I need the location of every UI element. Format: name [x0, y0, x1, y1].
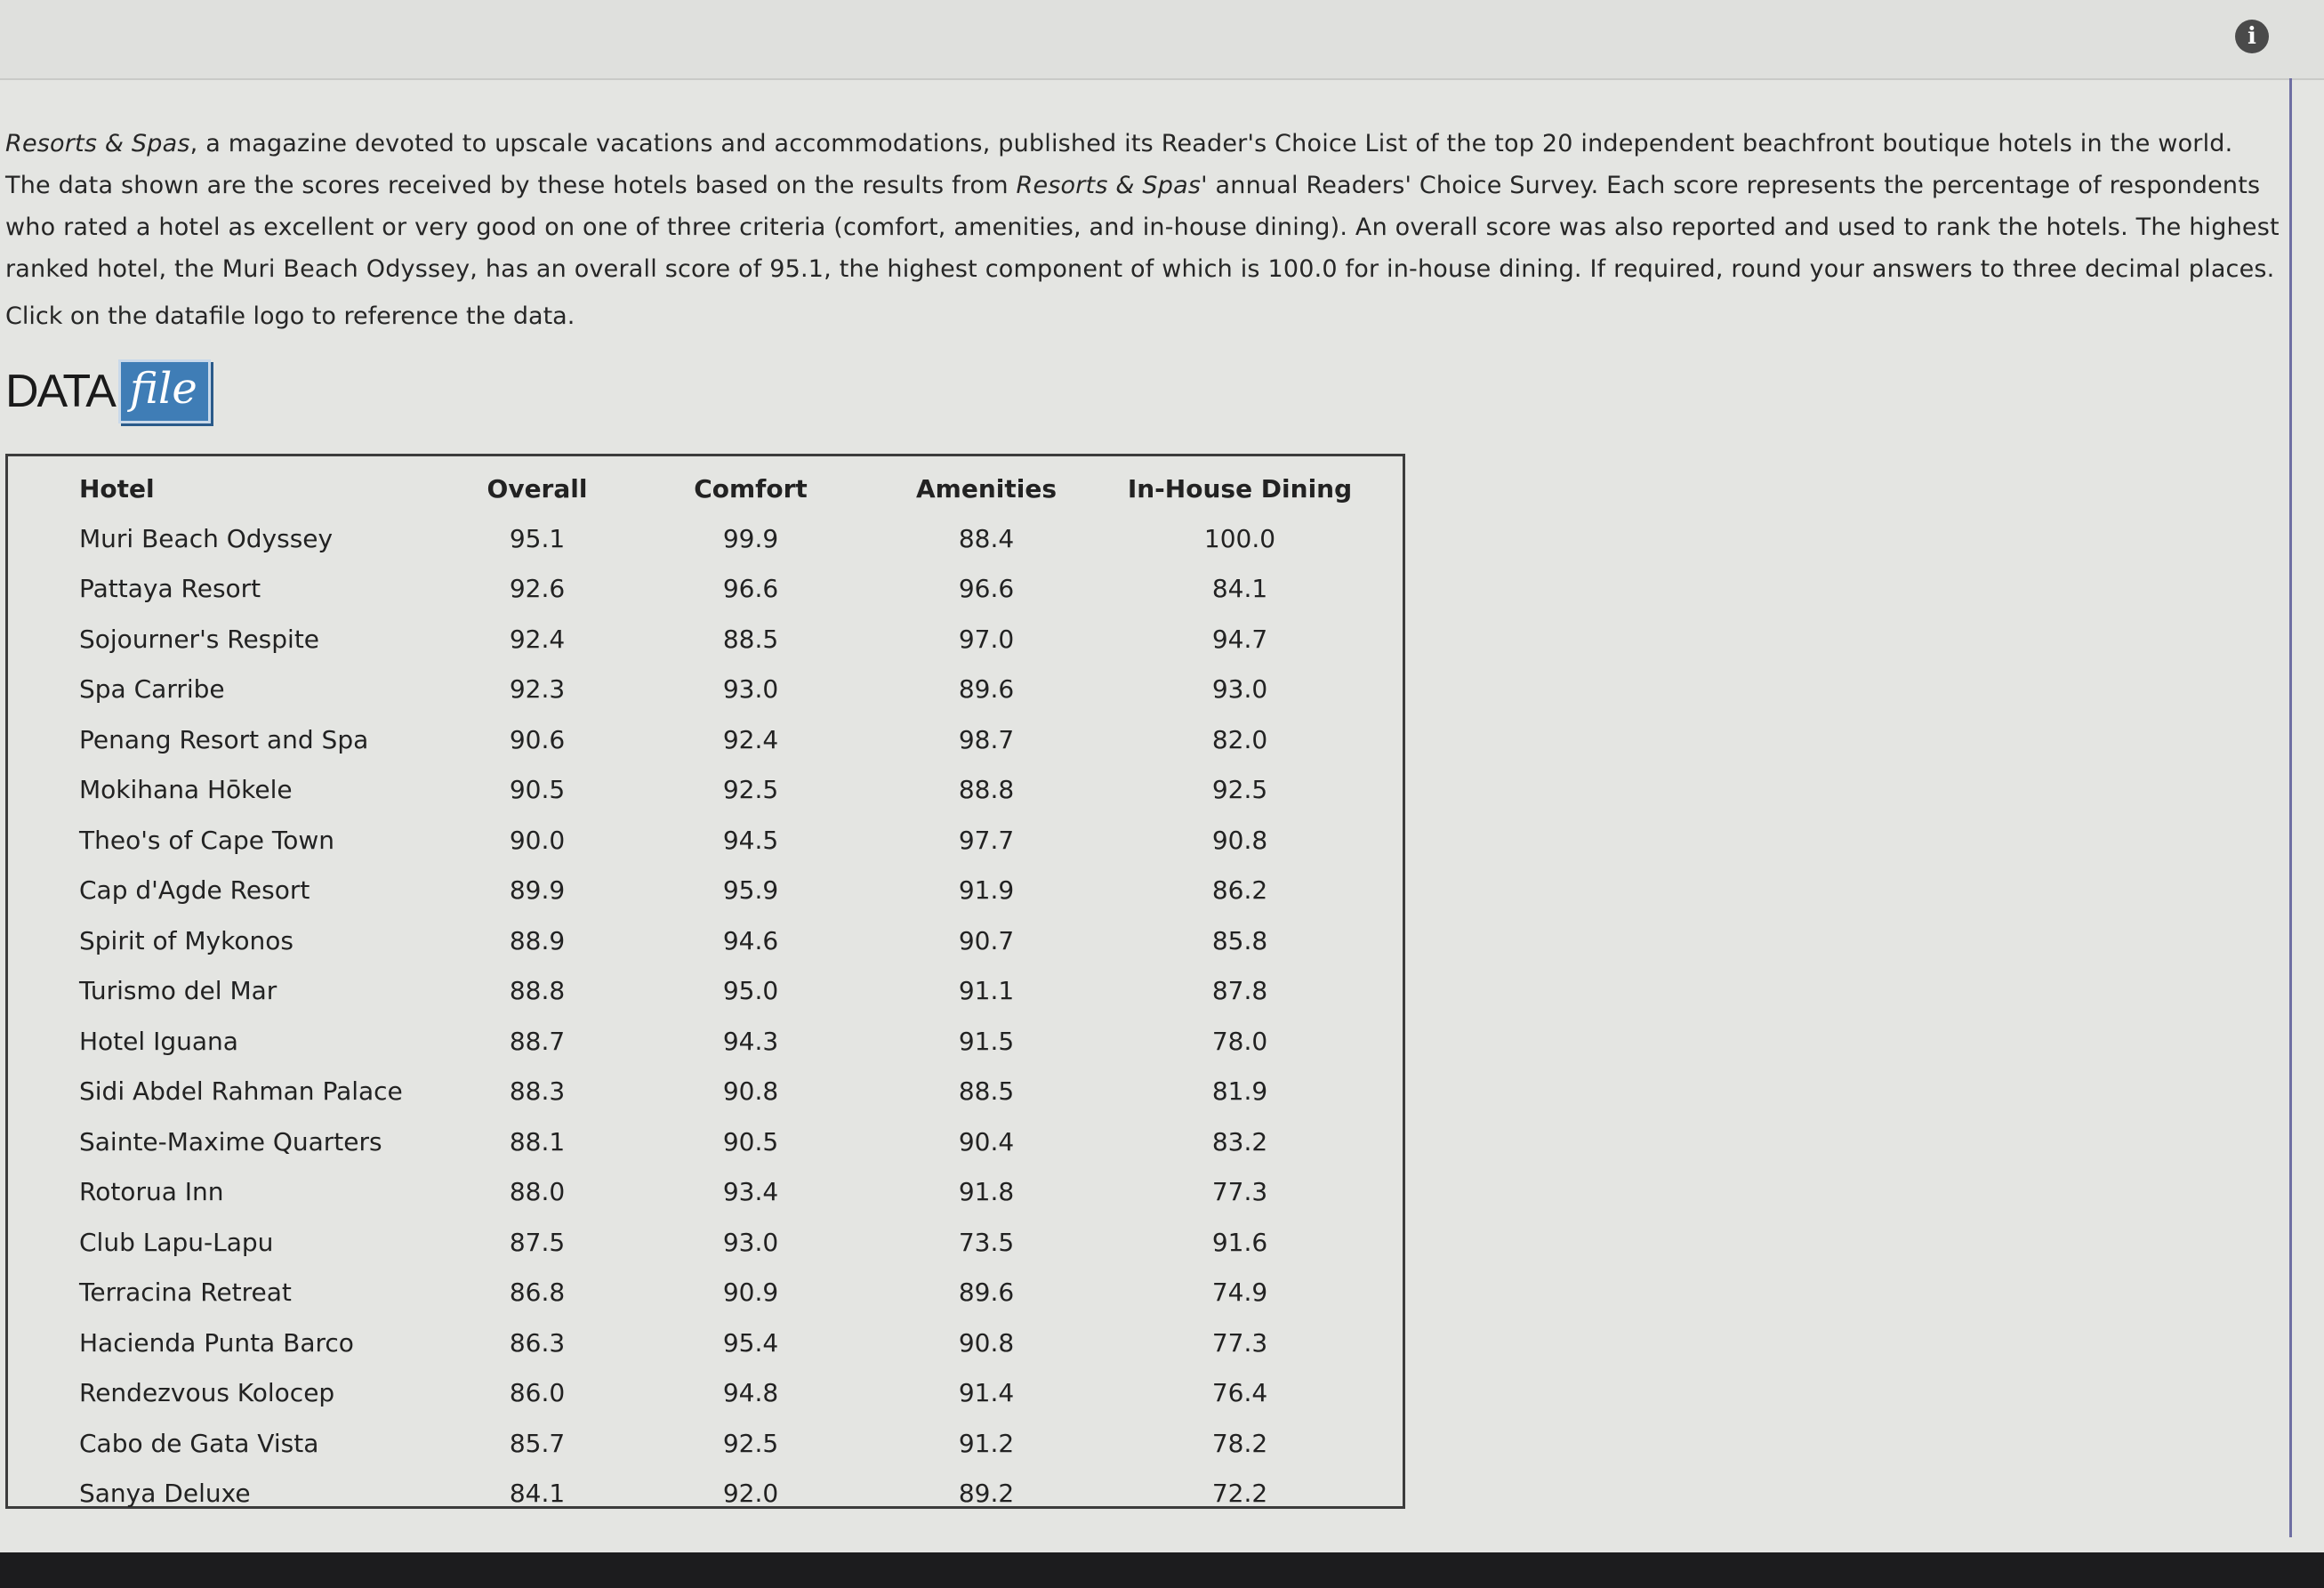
overall-score: 90.5 — [509, 775, 566, 805]
comfort-score: 90.8 — [722, 1076, 779, 1107]
hotel-name: Sainte-Maxime Quarters — [79, 1126, 382, 1157]
right-divider — [2289, 78, 2292, 1537]
amenities-score: 88.8 — [958, 775, 1015, 805]
table-row — [79, 1318, 1387, 1368]
amenities-score: 90.7 — [958, 925, 1015, 955]
dining-score: 72.2 — [1211, 1479, 1268, 1509]
table-row — [79, 1268, 1387, 1318]
table-row — [79, 1368, 1387, 1419]
overall-score: 92.6 — [509, 574, 566, 604]
hotel-name: Spirit of Mykonos — [79, 925, 294, 955]
magazine-name: Resorts & Spas — [5, 130, 190, 157]
dining-score: 91.6 — [1211, 1227, 1268, 1257]
comfort-score: 94.3 — [722, 1026, 779, 1056]
comfort-score: 94.6 — [722, 925, 779, 955]
datafile-instruction: Click on the datafile logo to reference the data. — [5, 302, 575, 330]
dining-score: 78.2 — [1211, 1428, 1268, 1458]
comfort-score: 93.0 — [722, 674, 779, 705]
table-row — [79, 866, 1387, 916]
header-hotel: Hotel — [79, 473, 155, 504]
table-row — [79, 1418, 1387, 1469]
dining-score: 82.0 — [1211, 724, 1268, 754]
comfort-score: 93.4 — [722, 1177, 779, 1207]
hotel-name: Rotorua Inn — [79, 1177, 224, 1207]
hotel-name: Theo's of Cape Town — [79, 825, 335, 855]
table-row — [79, 1217, 1387, 1268]
overall-score: 88.3 — [509, 1076, 566, 1107]
hotel-name: Terracina Retreat — [79, 1278, 292, 1308]
comfort-score: 94.8 — [722, 1378, 779, 1408]
intro-text-2: annual Readers' Choice Survey. Each score represents the percentage of respondents who rated a hotel as excellent or very good on one of three criteria (comfort, amenities, and in-house dining). An overall score was also reported and used to rank the hotels. The highest ranked hotel, the Muri Beach Odyssey, has an overall score of 95.1, the highest component of which is 100.0 for in-house dining. If required, round your answers to three decimal places. — [5, 172, 2280, 283]
dining-score: 81.9 — [1211, 1076, 1268, 1107]
overall-score: 88.7 — [509, 1026, 566, 1056]
datafile-logo-data: DATA — [5, 366, 115, 417]
hotel-name: Muri Beach Odyssey — [79, 523, 334, 553]
table-row — [79, 1167, 1387, 1218]
overall-score: 85.7 — [509, 1428, 566, 1458]
table-row — [79, 714, 1387, 765]
overall-score: 92.4 — [509, 624, 566, 654]
dining-score: 87.8 — [1211, 976, 1268, 1006]
table-row — [79, 614, 1387, 665]
table-row — [79, 1016, 1387, 1067]
hotel-name: Penang Resort and Spa — [79, 724, 369, 754]
dining-score: 84.1 — [1211, 574, 1268, 604]
dining-score: 83.2 — [1211, 1126, 1268, 1157]
dining-score: 92.5 — [1211, 775, 1268, 805]
amenities-score: 91.4 — [958, 1378, 1015, 1408]
overall-score: 88.0 — [509, 1177, 566, 1207]
dining-score: 94.7 — [1211, 624, 1268, 654]
dining-score: 77.3 — [1211, 1177, 1268, 1207]
overall-score: 88.9 — [509, 925, 566, 955]
table-row — [79, 815, 1387, 866]
comfort-score: 92.5 — [722, 1428, 779, 1458]
hotel-scores-table — [79, 464, 1387, 1519]
comfort-score: 96.6 — [722, 574, 779, 604]
table-row — [79, 1067, 1387, 1117]
header-in-house-dining: In-House Dining — [1127, 473, 1353, 504]
table-row — [79, 765, 1387, 816]
comfort-score: 90.5 — [722, 1126, 779, 1157]
amenities-score: 89.2 — [958, 1479, 1015, 1509]
comfort-score: 95.0 — [722, 976, 779, 1006]
comfort-score: 88.5 — [722, 624, 779, 654]
dining-score: 77.3 — [1211, 1327, 1268, 1358]
header-overall: Overall — [487, 473, 588, 504]
overall-score: 86.0 — [509, 1378, 566, 1408]
table-row — [79, 513, 1387, 564]
intro-text-1: , a magazine devoted to upscale vacations and accommodations, published its Reader's Choice List of the top 20 independent beachfront boutique hotels in the world. The data shown are the scores received by these hotels based on the results from — [5, 130, 2233, 199]
comfort-score: 90.9 — [722, 1278, 779, 1308]
dining-score: 90.8 — [1211, 825, 1268, 855]
hotel-name: Pattaya Resort — [79, 574, 261, 604]
hotel-name: Rendezvous Kolocep — [79, 1378, 335, 1408]
dining-score: 86.2 — [1211, 875, 1268, 906]
amenities-score: 90.8 — [958, 1327, 1015, 1358]
amenities-score: 91.8 — [958, 1177, 1015, 1207]
dining-score: 74.9 — [1211, 1278, 1268, 1308]
hotel-name: Club Lapu-Lapu — [79, 1227, 274, 1257]
problem-statement — [5, 123, 2282, 290]
amenities-score: 88.4 — [958, 523, 1015, 553]
hotel-scores-table-box — [5, 454, 1405, 1509]
amenities-score: 91.9 — [958, 875, 1015, 906]
hotel-name: Sanya Deluxe — [79, 1479, 251, 1509]
magazine-name-2: Resorts & Spas' — [1016, 172, 1208, 199]
hotel-name: Mokihana Hōkele — [79, 775, 293, 805]
amenities-score: 89.6 — [958, 674, 1015, 705]
overall-score: 88.1 — [509, 1126, 566, 1157]
hotel-name: Cabo de Gata Vista — [79, 1428, 319, 1458]
overall-score: 90.6 — [509, 724, 566, 754]
overall-score: 87.5 — [509, 1227, 566, 1257]
table-row — [79, 915, 1387, 966]
amenities-score: 91.2 — [958, 1428, 1015, 1458]
hotel-name: Hotel Iguana — [79, 1026, 238, 1056]
amenities-score: 98.7 — [958, 724, 1015, 754]
question-content — [5, 123, 2282, 1509]
comfort-score: 95.9 — [722, 875, 779, 906]
dining-score: 100.0 — [1203, 523, 1276, 553]
hotel-name: Sojourner's Respite — [79, 624, 320, 654]
hotel-name: Spa Carribe — [79, 674, 225, 705]
amenities-score: 91.5 — [958, 1026, 1015, 1056]
top-toolbar — [0, 0, 2324, 80]
table-header-row — [79, 464, 1387, 513]
table-row — [79, 1469, 1387, 1519]
info-icon[interactable]: i — [2235, 20, 2269, 53]
comfort-score: 95.4 — [722, 1327, 779, 1358]
overall-score: 90.0 — [509, 825, 566, 855]
datafile-logo-file: file — [118, 359, 211, 423]
hotel-name: Turismo del Mar — [79, 976, 277, 1006]
header-amenities: Amenities — [915, 473, 1057, 504]
table-row — [79, 966, 1387, 1017]
amenities-score: 90.4 — [958, 1126, 1015, 1157]
amenities-score: 91.1 — [958, 976, 1015, 1006]
comfort-score: 92.5 — [722, 775, 779, 805]
dining-score: 85.8 — [1211, 925, 1268, 955]
bottom-bar — [0, 1552, 2324, 1588]
amenities-score: 73.5 — [958, 1227, 1015, 1257]
datafile-logo[interactable] — [5, 356, 211, 427]
table-row — [79, 1116, 1387, 1167]
overall-score: 92.3 — [509, 674, 566, 705]
amenities-score: 97.0 — [958, 624, 1015, 654]
amenities-score: 96.6 — [958, 574, 1015, 604]
comfort-score: 92.4 — [722, 724, 779, 754]
overall-score: 86.3 — [509, 1327, 566, 1358]
table-body — [79, 513, 1387, 1519]
hotel-name: Hacienda Punta Barco — [79, 1327, 354, 1358]
overall-score: 89.9 — [509, 875, 566, 906]
header-comfort: Comfort — [694, 473, 808, 504]
comfort-score: 92.0 — [722, 1479, 779, 1509]
hotel-name: Sidi Abdel Rahman Palace — [79, 1076, 403, 1107]
comfort-score: 94.5 — [722, 825, 779, 855]
overall-score: 84.1 — [509, 1479, 566, 1509]
overall-score: 95.1 — [509, 523, 566, 553]
dining-score: 78.0 — [1211, 1026, 1268, 1056]
overall-score: 88.8 — [509, 976, 566, 1006]
table-row — [79, 665, 1387, 715]
amenities-score: 97.7 — [958, 825, 1015, 855]
comfort-score: 93.0 — [722, 1227, 779, 1257]
comfort-score: 99.9 — [722, 523, 779, 553]
amenities-score: 88.5 — [958, 1076, 1015, 1107]
dining-score: 93.0 — [1211, 674, 1268, 705]
hotel-name: Cap d'Agde Resort — [79, 875, 310, 906]
dining-score: 76.4 — [1211, 1378, 1268, 1408]
amenities-score: 89.6 — [958, 1278, 1015, 1308]
table-row — [79, 564, 1387, 615]
overall-score: 86.8 — [509, 1278, 566, 1308]
